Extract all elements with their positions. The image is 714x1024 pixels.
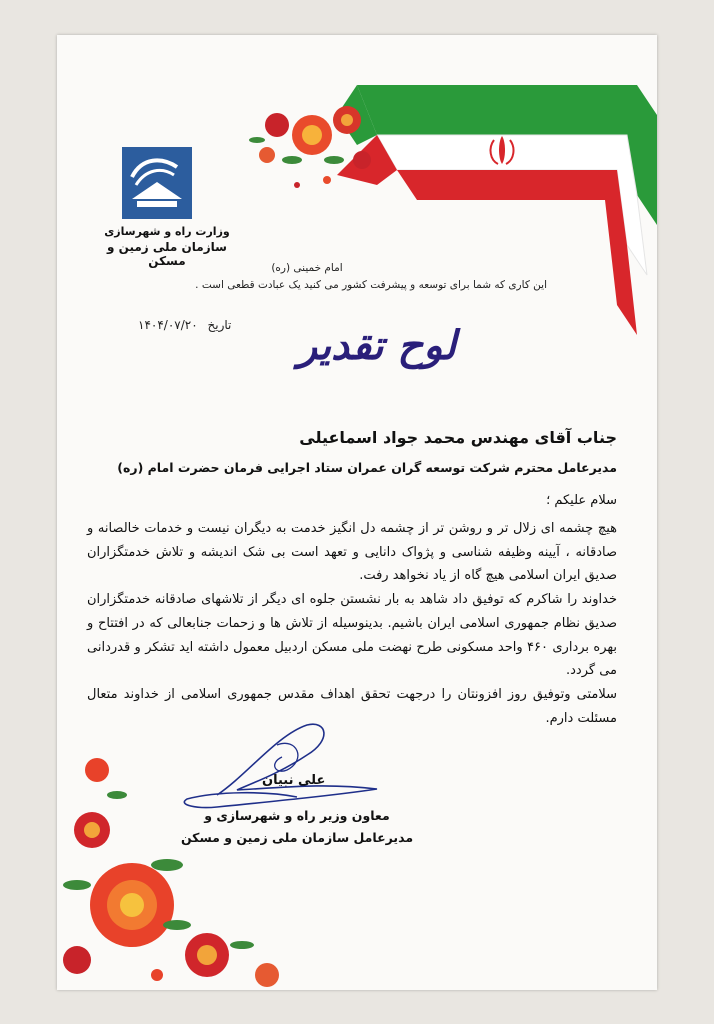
- signer-title-line1: معاون وزیر راه و شهرسازی و: [204, 808, 390, 823]
- date-label: تاریخ: [207, 318, 232, 332]
- date-value: ۱۴۰۴/۰۷/۲۰: [138, 318, 198, 332]
- recipient-position: مدیرعامل محترم شرکت توسعه گران عمران ستاد اجرایی فرمان حضرت امام (ره): [117, 460, 617, 475]
- quote-block: [127, 260, 547, 294]
- body-paragraph: سلامتی وتوفیق روز افزونتان را درجهت تحقق اهداف مقدس جمهوری اسلامی از خداوند متعال مسئلت دارم.: [87, 686, 617, 726]
- body-paragraph: خداوند را شاکرم که توفیق داد شاهد به بار نشستن جلوه ای دیگر از تلاشهای صادقانه خدمتگزاران صدیق نظام جمهوری اسلامی ایران باشیم. بدینوسیله از تلاش ها و زحمات جنابعالی که در افتتاح و بهره برداری ۴۶۰ واحد مسکونی طرح نهضت ملی مسکن اردبیل معمول داشته اید تشکر و قدردانی می گردد.: [87, 592, 617, 679]
- flag-ribbon: [337, 75, 657, 335]
- quote-author: امام خمینی (ره): [271, 262, 343, 274]
- signer-title: [177, 805, 417, 849]
- recipient-name: جناب آقای مهندس محمد جواد اسماعیلی: [299, 428, 617, 447]
- greeting: سلام علیکم ؛: [546, 493, 617, 508]
- certificate-title: [287, 303, 467, 393]
- quote-text: این کاری که شما برای توسعه و پیشرفت کشور می کنید یک عبادت قطعی است .: [195, 279, 547, 291]
- body-paragraph: هیچ چشمه ای زلال تر و روشن تر از چشمه دل انگیز خدمت به دیگران نیست و خدمات خالصانه و صادقانه ، آیینه وظیفه شناسی و پژواک دانایی و تعهد است بی شک اندیشه و تلاش خدمتگزاران صدیق ایران اسلامی هیچ گاه از یاد نخواهد رفت.: [87, 521, 617, 584]
- signer-title-line2: مدیرعامل سازمان ملی زمین و مسکن: [180, 830, 414, 845]
- organization-name: سازمان ملی زمین و مسکن: [107, 240, 227, 268]
- ministry-name: وزارت راه و شهرسازی: [104, 225, 230, 238]
- body-text: [87, 517, 617, 730]
- floral-ornament-top: [242, 90, 382, 200]
- certificate-title-text: لوح تقدیر: [297, 322, 457, 369]
- certificate-page: [57, 35, 657, 990]
- date-block: [132, 318, 231, 332]
- organization-logo-icon: [122, 147, 192, 227]
- signer-name: علی نبیان: [262, 773, 326, 788]
